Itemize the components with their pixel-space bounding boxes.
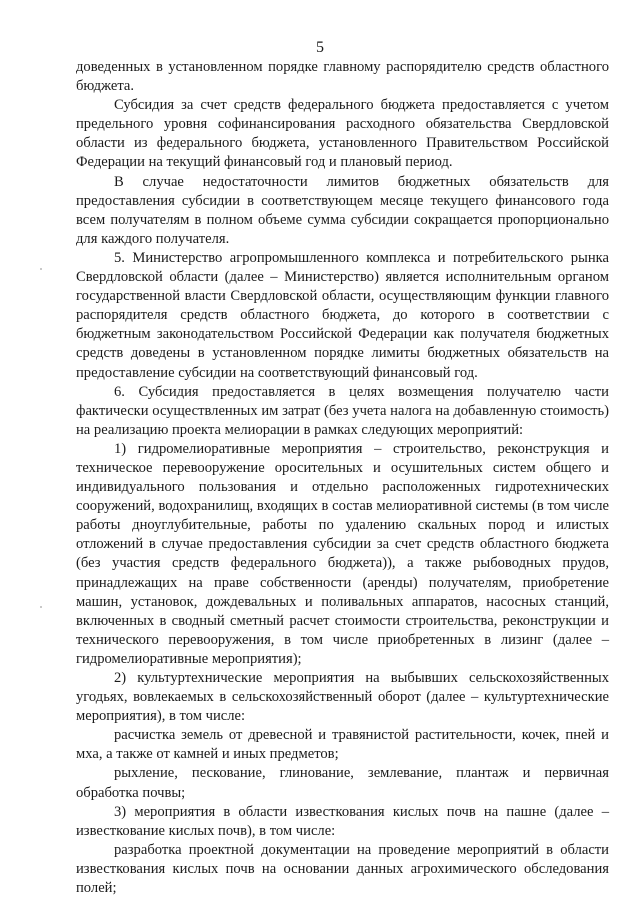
- document-body: [76, 58, 609, 898]
- paragraph-design-documentation: разработка проектной документации на проведение мероприятий в области известкования кислых почв на основании данных агрохимического обследования полей;: [76, 841, 609, 897]
- paragraph-subitem-3-liming: 3) мероприятия в области известкования кислых почв на пашне (далее – известкование кислых почв), в том числе:: [76, 803, 609, 839]
- paragraph-subitem-2-cultural-technical: 2) культуртехнические мероприятия на выбывших сельскохозяйственных угодьях, вовлекаемых в сельскохозяйственный оборот (далее – культуртехнические мероприятия), в том числе:: [76, 670, 609, 725]
- paragraph-item-6-purpose: 6. Субсидия предоставляется в целях возмещения получателю части фактически осуществленных им затрат (без учета налога на добавленную стоимость) на реализацию проекта мелиорации в рамках следующих мероприятий:: [76, 383, 609, 438]
- scan-speck: [40, 606, 42, 608]
- page-number: 5: [316, 39, 324, 56]
- paragraph-land-clearing: расчистка земель от древесной и травянистой растительности, кочек, пней и мха, а также от камней и иных предметов;: [76, 727, 609, 763]
- paragraph-continuation: доведенных в установленном порядке главному распорядителю средств областного бюджета.: [76, 59, 609, 95]
- paragraph-soil-treatment: рыхление, пескование, глинование, землевание, плантаж и первичная обработка почвы;: [76, 765, 609, 801]
- paragraph-subitem-1-hydromelioration: 1) гидромелиоративные мероприятия – строительство, реконструкция и техническое перевооружение оросительных и осушительных систем общего и индивидуального пользования и отдельно расположенных гидротехнических сооружений, водохранилищ, входящих в состав мелиоративной системы (в том числе работы дноуглубительные, работы по удалению скальных пород и илистых отложений в случае предоставления субсидии за счет средств областного бюджета (без участия средств федерального бюджета)), а также рыбоводных прудов, принадлежащих на праве собственности (аренды) получателям, приобретение машин, установок, дождевальных и поливальных аппаратов, насосных станций, включенных в сводный сметный расчет стоимости строительства, реконструкции и технического перевооружения, в том числе приобретенных в лизинг (далее – гидромелиоративные мероприятия);: [76, 440, 609, 667]
- paragraph-insufficient-limits: В случае недостаточности лимитов бюджетных обязательств для предоставления субсидии в соответствующем месяце текущего финансового года всем получателям в полном объеме сумма субсидии сокращается пропорционально для каждого получателя.: [76, 173, 609, 247]
- paragraph-item-5-ministry: 5. Министерство агропромышленного комплекса и потребительского рынка Свердловской области (далее – Министерство) является исполнительным органом государственной власти Свердловской области, осуществляющим функции главного распорядителя средств областного бюджета, до которого в соответствии с бюджетным законодательством Российской Федерации как получателя бюджетных средств доведены в установленном порядке лимиты бюджетных обязательств на предоставление субсидии на соответствующий финансовый год.: [76, 249, 609, 381]
- scan-speck: [40, 268, 42, 270]
- paragraph-federal-subsidy: Субсидия за счет средств федерального бюджета предоставляется с учетом предельного уровня софинансирования расходного обязательства Свердловской области из федерального бюджета, установленного Правительством Российской Федерации на текущий финансовый год и плановый период.: [76, 97, 609, 171]
